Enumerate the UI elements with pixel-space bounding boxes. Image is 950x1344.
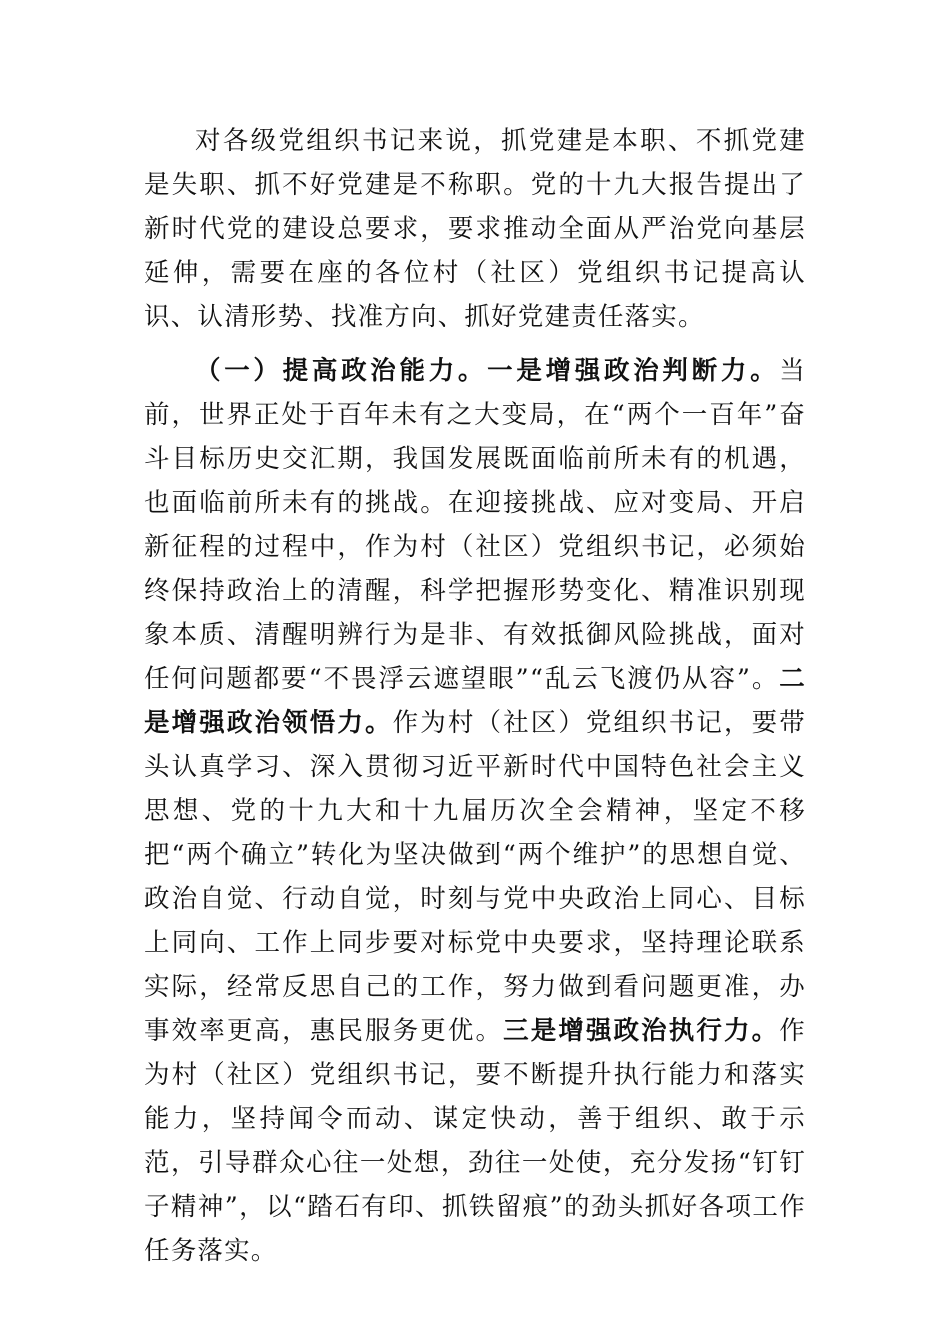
paragraph-intro xyxy=(144,119,806,339)
subheading-comprehension: 二是增强政治领悟力。 xyxy=(144,664,806,738)
paragraph-text: 当前，世界正处于百年未有之大变局，在“两个一百年”奋斗目标历史交汇期，我国发展既面临前所未有的机遇，也面临前所未有的挑战。在迎接挑战、应对变局、开启新征程的过程中，作为村（社区）党组织书记，必须始终保持政治上的清醒，科学把握形势变化、精准识别现象本质、清醒明辨行为是非、有效抵御风险挑战，面对任何问题都要“不畏浮云遮望眼”“乱云飞渡仍从容”。 xyxy=(144,356,806,694)
document-page xyxy=(144,119,806,1273)
paragraph-text: 作为村（社区）党组织书记，要带头认真学习、深入贯彻习近平新时代中国特色社会主义思想、党的十九大和十九届历次全会精神，坚定不移把“两个确立”转化为坚决做到“两个维护”的思想自觉、政治自觉、行动自觉，时刻与党中央政治上同心、目标上同向、工作上同步要对标党中央要求，坚持理论联系实际，经常反思自己的工作，努力做到看问题更准，办事效率更高，惠民服务更优。 xyxy=(144,708,806,1046)
paragraph-political-ability xyxy=(144,349,806,1273)
paragraph-text: 作为村（社区）党组织书记，要不断提升执行能力和落实能力，坚持闻令而动、谋定快动，善于组织、敢于示范，引导群众心往一处想，劲往一处使，充分发扬“钉钉子精神”，以“踏石有印、抓铁留痕”的劲头抓好各项工作任务落实。 xyxy=(144,1016,806,1266)
section-heading: （一）提高政治能力。一是增强政治判断力。 xyxy=(195,356,780,386)
paragraph-text: 对各级党组织书记来说，抓党建是本职、不抓党建是失职、抓不好党建是不称职。党的十九大报告提出了新时代党的建设总要求，要求推动全面从严治党向基层延伸，需要在座的各位村（社区）党组织书记提高认识、认清形势、找准方向、抓好党建责任落实。 xyxy=(144,126,806,332)
subheading-execution: 三是增强政治执行力。 xyxy=(503,1016,780,1046)
